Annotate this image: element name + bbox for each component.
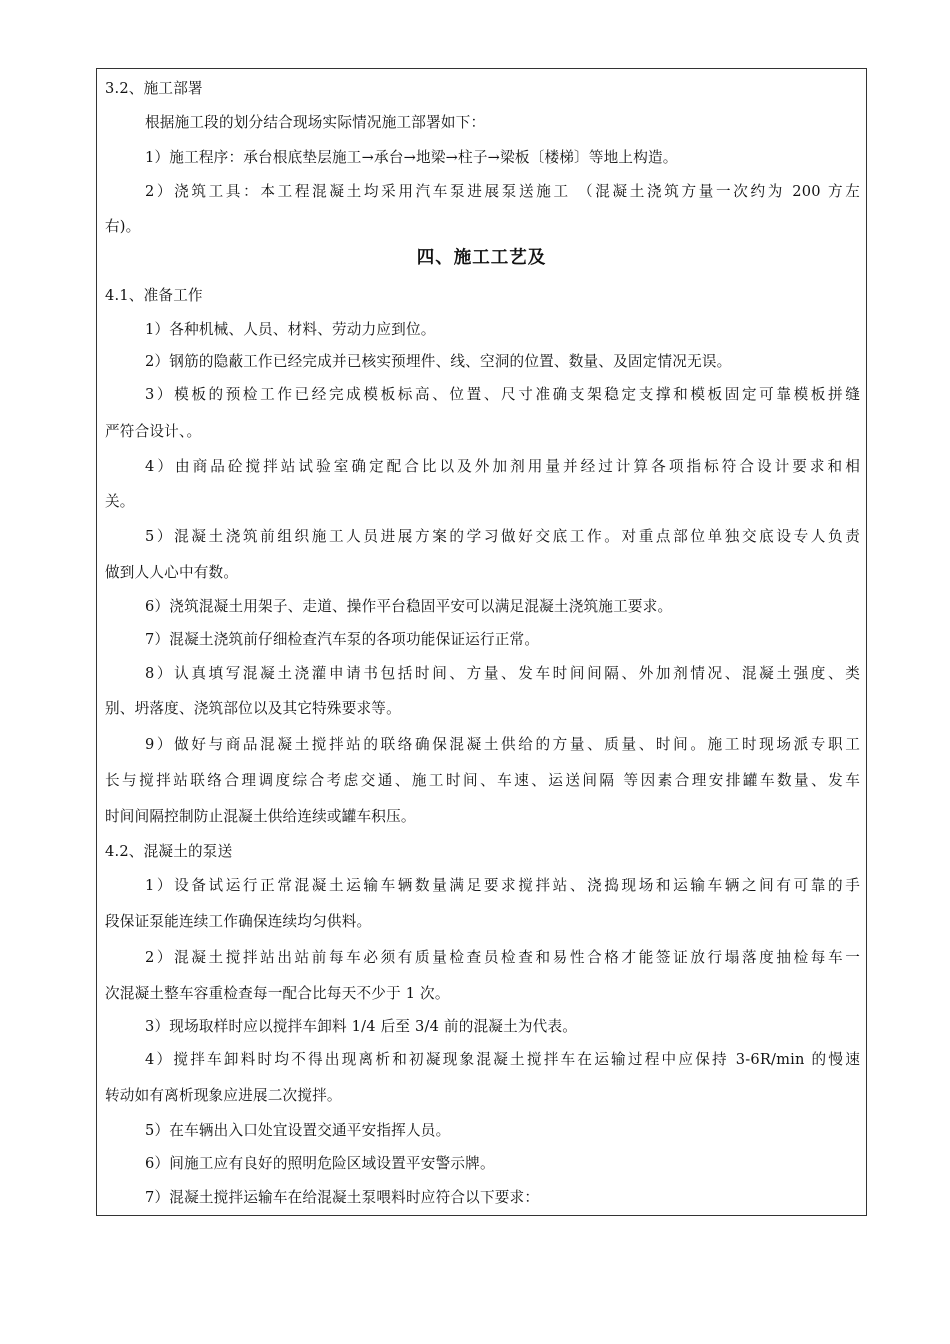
section-4-1-title: 4.1、准备工作 [105,287,203,304]
list-item-continuation: 右)。 [105,218,141,235]
list-item-continuation: 关。 [105,493,135,510]
list-item: 1）施工程序：承台根底垫层施工→承台→地梁→柱子→梁板〔楼梯〕等地上构造。 [145,149,678,166]
list-item: 6）浇筑混凝土用架子、走道、操作平台稳固平安可以满足混凝土浇筑施工要求。 [145,598,673,615]
list-item: 1）各种机械、人员、材料、劳动力应到位。 [145,321,436,338]
list-item-continuation: 时间间隔控制防止混凝土供给连续或罐车积压。 [105,808,416,825]
list-item: 8）认真填写混凝土浇灌申请书包括时间、方量、发车时间间隔、外加剂情况、混凝土强度、类 [145,665,860,682]
list-item: 6）间施工应有良好的照明危险区域设置平安警示牌。 [145,1155,495,1172]
list-item-continuation: 严符合设计、。 [105,423,202,440]
list-item: 3）模板的预检工作已经完成模板标高、位置、尺寸准确支架稳定支撑和模板固定可靠模板拼缝 [145,386,860,403]
list-item: 9）做好与商品混凝土搅拌站的联络确保混凝土供给的方量、质量、时间。施工时现场派专职工 [145,736,860,753]
list-item: 2）混凝土搅拌站出站前每车必须有质量检查员检查和易性合格才能签证放行塌落度抽检每车一 [145,949,860,966]
list-item: 5）在车辆出入口处宜设置交通平安指挥人员。 [145,1122,451,1139]
list-item-continuation: 长与搅拌站联络合理调度综合考虑交通、施工时间、车速、运送间隔 等因素合理安排罐车数量、发车 [105,772,860,789]
list-item: 4）搅拌车卸料时均不得出现离析和初凝现象混凝土搅拌车在运输过程中应保持 3-6R/min 的慢速 [145,1051,860,1068]
section-4-2-title: 4.2、混凝土的泵送 [105,843,233,860]
paragraph: 根据施工段的划分结合现场实际情况施工部署如下： [145,114,486,131]
list-item-continuation: 做到人人心中有数。 [105,564,239,581]
section-3-2-title: 3.2、施工部署 [105,80,203,97]
list-item: 5）混凝土浇筑前组织施工人员进展方案的学习做好交底工作。对重点部位单独交底设专人负责 [145,528,860,545]
list-item-continuation: 段保证泵能连续工作确保连续均匀供料。 [105,913,372,930]
list-item: 4）由商品砼搅拌站试验室确定配合比以及外加剂用量并经过计算各项指标符合设计要求和相 [145,458,860,475]
list-item: 2）钢筋的隐蔽工作已经完成并已核实预埋件、线、空洞的位置、数量、及固定情况无误。 [145,353,732,370]
list-item: 3）现场取样时应以搅拌车卸料 1/4 后至 3/4 前的混凝土为代表。 [145,1018,578,1035]
section-4-heading: 四、施工工艺及 [416,248,547,268]
list-item: 7）混凝土搅拌运输车在给混凝土泵喂料时应符合以下要求： [145,1189,540,1206]
list-item-continuation: 别、坍落度、浇筑部位以及其它特殊要求等。 [105,700,401,717]
list-item-continuation: 次混凝土整车容重检查每一配合比每天不少于 1 次。 [105,985,450,1002]
list-item-continuation: 转动如有离析现象应进展二次搅拌。 [105,1087,342,1104]
list-item: 2）浇筑工具：本工程混凝土均采用汽车泵进展泵送施工 （混凝土浇筑方量一次约为 200 方左 [145,183,860,200]
list-item: 7）混凝土浇筑前仔细检查汽车泵的各项功能保证运行正常。 [145,631,540,648]
list-item: 1）设备试运行正常混凝土运输车辆数量满足要求搅拌站、浇捣现场和运输车辆之间有可靠的手 [145,877,860,894]
